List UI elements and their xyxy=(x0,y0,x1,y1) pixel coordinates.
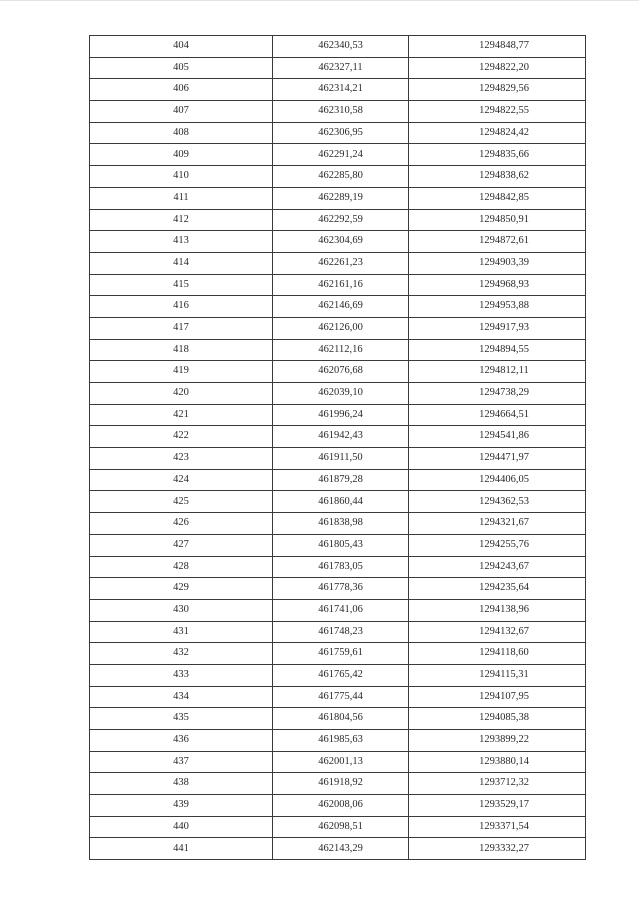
y-coordinate-value: 1294848,77 xyxy=(479,40,529,52)
y-coordinate-value: 1294829,56 xyxy=(479,83,529,95)
table-row xyxy=(90,383,586,405)
y-coordinate-cell xyxy=(409,513,586,535)
point-number-cell: 441 xyxy=(90,838,273,860)
x-coordinate-cell: 462306,95 xyxy=(273,122,409,144)
point-number-cell: 440 xyxy=(90,816,273,838)
x-coordinate-cell: 462285,80 xyxy=(273,166,409,188)
y-coordinate-value: 1294255,76 xyxy=(479,538,529,550)
y-coordinate-cell xyxy=(409,57,586,79)
table-row xyxy=(90,534,586,556)
table-row xyxy=(90,816,586,838)
y-coordinate-cell xyxy=(409,187,586,209)
point-number-cell: 410 xyxy=(90,166,273,188)
y-coordinate-cell xyxy=(409,664,586,686)
y-coordinate-cell xyxy=(409,816,586,838)
x-coordinate-cell: 461765,42 xyxy=(273,664,409,686)
table-row xyxy=(90,274,586,296)
y-coordinate-cell xyxy=(409,686,586,708)
x-coordinate-cell: 461985,63 xyxy=(273,730,409,752)
y-coordinate-cell xyxy=(409,339,586,361)
table-row xyxy=(90,166,586,188)
table-row xyxy=(90,339,586,361)
point-number-cell: 437 xyxy=(90,751,273,773)
y-coordinate-value: 1293371,54 xyxy=(479,820,529,832)
y-coordinate-cell xyxy=(409,621,586,643)
y-coordinate-cell xyxy=(409,144,586,166)
point-number-cell: 417 xyxy=(90,317,273,339)
point-number-cell: 416 xyxy=(90,296,273,318)
x-coordinate-cell: 462292,59 xyxy=(273,209,409,231)
x-coordinate-cell: 462098,51 xyxy=(273,816,409,838)
point-number-cell: 426 xyxy=(90,513,273,535)
y-coordinate-value: 1293880,14 xyxy=(479,755,529,767)
point-number-cell: 422 xyxy=(90,426,273,448)
point-number-cell: 427 xyxy=(90,534,273,556)
y-coordinate-cell xyxy=(409,599,586,621)
y-coordinate-cell xyxy=(409,708,586,730)
y-coordinate-value: 1294107,95 xyxy=(479,690,529,702)
y-coordinate-value: 1294894,55 xyxy=(479,343,529,355)
x-coordinate-cell: 462289,19 xyxy=(273,187,409,209)
x-coordinate-cell: 462076,68 xyxy=(273,361,409,383)
y-coordinate-value: 1293332,27 xyxy=(479,842,529,854)
y-coordinate-cell xyxy=(409,448,586,470)
table-row xyxy=(90,187,586,209)
point-number-cell: 425 xyxy=(90,491,273,513)
point-number-cell: 432 xyxy=(90,643,273,665)
table-row xyxy=(90,686,586,708)
point-number-cell: 428 xyxy=(90,556,273,578)
coordinates-table xyxy=(89,35,586,860)
y-coordinate-value: 1294541,86 xyxy=(479,430,529,442)
x-coordinate-cell: 462327,11 xyxy=(273,57,409,79)
point-number-cell: 409 xyxy=(90,144,273,166)
y-coordinate-cell xyxy=(409,36,586,58)
y-coordinate-cell xyxy=(409,643,586,665)
x-coordinate-cell: 461775,44 xyxy=(273,686,409,708)
point-number-cell: 419 xyxy=(90,361,273,383)
y-coordinate-cell xyxy=(409,404,586,426)
y-coordinate-value: 1294471,97 xyxy=(479,452,529,464)
scan-speck xyxy=(38,660,62,666)
y-coordinate-value: 1293529,17 xyxy=(479,799,529,811)
x-coordinate-cell: 462314,21 xyxy=(273,79,409,101)
table-row xyxy=(90,361,586,383)
x-coordinate-cell: 461911,50 xyxy=(273,448,409,470)
y-coordinate-value: 1294822,20 xyxy=(479,61,529,73)
y-coordinate-value: 1294243,67 xyxy=(479,560,529,572)
point-number-cell: 438 xyxy=(90,773,273,795)
y-coordinate-value: 1294953,88 xyxy=(479,300,529,312)
point-number-cell: 436 xyxy=(90,730,273,752)
table-row xyxy=(90,773,586,795)
y-coordinate-value: 1294917,93 xyxy=(479,322,529,334)
y-coordinate-cell xyxy=(409,730,586,752)
table-row xyxy=(90,578,586,600)
y-coordinate-cell xyxy=(409,101,586,123)
y-coordinate-cell xyxy=(409,231,586,253)
x-coordinate-cell: 461918,92 xyxy=(273,773,409,795)
table-row xyxy=(90,317,586,339)
y-coordinate-cell xyxy=(409,578,586,600)
y-coordinate-value: 1294085,38 xyxy=(479,712,529,724)
x-coordinate-cell: 461996,24 xyxy=(273,404,409,426)
y-coordinate-cell xyxy=(409,795,586,817)
table-row xyxy=(90,751,586,773)
table-row xyxy=(90,730,586,752)
x-coordinate-cell: 461759,61 xyxy=(273,643,409,665)
y-coordinate-value: 1294850,91 xyxy=(479,213,529,225)
table-row xyxy=(90,79,586,101)
point-number-cell: 412 xyxy=(90,209,273,231)
point-number-cell: 430 xyxy=(90,599,273,621)
table-row xyxy=(90,708,586,730)
table-row xyxy=(90,122,586,144)
y-coordinate-value: 1294738,29 xyxy=(479,387,529,399)
table-row xyxy=(90,231,586,253)
y-coordinate-value: 1294406,05 xyxy=(479,473,529,485)
point-number-cell: 414 xyxy=(90,252,273,274)
y-coordinate-cell xyxy=(409,469,586,491)
y-coordinate-cell xyxy=(409,491,586,513)
y-coordinate-value: 1294118,60 xyxy=(479,647,529,659)
table-row xyxy=(90,101,586,123)
x-coordinate-cell: 461783,05 xyxy=(273,556,409,578)
table-row xyxy=(90,469,586,491)
point-number-cell: 424 xyxy=(90,469,273,491)
coordinates-table-body xyxy=(90,36,586,860)
y-coordinate-value: 1294664,51 xyxy=(479,408,529,420)
table-row xyxy=(90,664,586,686)
x-coordinate-cell: 462112,16 xyxy=(273,339,409,361)
table-row xyxy=(90,57,586,79)
x-coordinate-cell: 462008,06 xyxy=(273,795,409,817)
table-row xyxy=(90,513,586,535)
y-coordinate-cell xyxy=(409,383,586,405)
point-number-cell: 413 xyxy=(90,231,273,253)
x-coordinate-cell: 462039,10 xyxy=(273,383,409,405)
y-coordinate-cell xyxy=(409,274,586,296)
table-row xyxy=(90,36,586,58)
y-coordinate-value: 1294903,39 xyxy=(479,256,529,268)
page-top-edge xyxy=(0,0,639,1)
x-coordinate-cell: 461741,06 xyxy=(273,599,409,621)
y-coordinate-value: 1294824,42 xyxy=(479,126,529,138)
point-number-cell: 405 xyxy=(90,57,273,79)
x-coordinate-cell: 461942,43 xyxy=(273,426,409,448)
table-row xyxy=(90,491,586,513)
point-number-cell: 406 xyxy=(90,79,273,101)
table-row xyxy=(90,599,586,621)
y-coordinate-cell xyxy=(409,317,586,339)
point-number-cell: 421 xyxy=(90,404,273,426)
x-coordinate-cell: 462310,58 xyxy=(273,101,409,123)
y-coordinate-value: 1294835,66 xyxy=(479,148,529,160)
y-coordinate-value: 1294235,64 xyxy=(479,582,529,594)
table-row xyxy=(90,426,586,448)
y-coordinate-value: 1294822,55 xyxy=(479,105,529,117)
point-number-cell: 404 xyxy=(90,36,273,58)
point-number-cell: 429 xyxy=(90,578,273,600)
y-coordinate-value: 1294115,31 xyxy=(479,669,529,681)
y-coordinate-cell xyxy=(409,166,586,188)
y-coordinate-cell xyxy=(409,209,586,231)
y-coordinate-cell xyxy=(409,838,586,860)
x-coordinate-cell: 461838,98 xyxy=(273,513,409,535)
x-coordinate-cell: 462340,53 xyxy=(273,36,409,58)
table-row xyxy=(90,621,586,643)
x-coordinate-cell: 461860,44 xyxy=(273,491,409,513)
point-number-cell: 420 xyxy=(90,383,273,405)
x-coordinate-cell: 462291,24 xyxy=(273,144,409,166)
y-coordinate-value: 1294132,67 xyxy=(479,625,529,637)
y-coordinate-cell xyxy=(409,773,586,795)
point-number-cell: 433 xyxy=(90,664,273,686)
x-coordinate-cell: 461879,28 xyxy=(273,469,409,491)
table-row xyxy=(90,838,586,860)
y-coordinate-value: 1294321,67 xyxy=(479,517,529,529)
table-row xyxy=(90,296,586,318)
y-coordinate-value: 1294362,53 xyxy=(479,495,529,507)
x-coordinate-cell: 462143,29 xyxy=(273,838,409,860)
y-coordinate-value: 1294872,61 xyxy=(479,235,529,247)
point-number-cell: 411 xyxy=(90,187,273,209)
x-coordinate-cell: 461805,43 xyxy=(273,534,409,556)
y-coordinate-value: 1293899,22 xyxy=(479,734,529,746)
point-number-cell: 418 xyxy=(90,339,273,361)
y-coordinate-cell xyxy=(409,426,586,448)
x-coordinate-cell: 462001,13 xyxy=(273,751,409,773)
x-coordinate-cell: 462304,69 xyxy=(273,231,409,253)
table-row xyxy=(90,209,586,231)
y-coordinate-value: 1294968,93 xyxy=(479,278,529,290)
y-coordinate-value: 1294838,62 xyxy=(479,170,529,182)
x-coordinate-cell: 462161,16 xyxy=(273,274,409,296)
y-coordinate-cell xyxy=(409,79,586,101)
y-coordinate-cell xyxy=(409,556,586,578)
y-coordinate-value: 1294842,85 xyxy=(479,191,529,203)
table-row xyxy=(90,556,586,578)
point-number-cell: 423 xyxy=(90,448,273,470)
table-row xyxy=(90,795,586,817)
x-coordinate-cell: 462146,69 xyxy=(273,296,409,318)
y-coordinate-value: 1293712,32 xyxy=(479,777,529,789)
point-number-cell: 434 xyxy=(90,686,273,708)
point-number-cell: 408 xyxy=(90,122,273,144)
table-row xyxy=(90,448,586,470)
y-coordinate-cell xyxy=(409,534,586,556)
x-coordinate-cell: 462126,00 xyxy=(273,317,409,339)
x-coordinate-cell: 461804,56 xyxy=(273,708,409,730)
y-coordinate-cell xyxy=(409,252,586,274)
x-coordinate-cell: 462261,23 xyxy=(273,252,409,274)
point-number-cell: 431 xyxy=(90,621,273,643)
table-row xyxy=(90,643,586,665)
point-number-cell: 407 xyxy=(90,101,273,123)
point-number-cell: 415 xyxy=(90,274,273,296)
table-row xyxy=(90,144,586,166)
point-number-cell: 435 xyxy=(90,708,273,730)
y-coordinate-cell xyxy=(409,751,586,773)
y-coordinate-value: 1294812,11 xyxy=(479,365,529,377)
point-number-cell: 439 xyxy=(90,795,273,817)
y-coordinate-value: 1294138,96 xyxy=(479,603,529,615)
table-row xyxy=(90,404,586,426)
x-coordinate-cell: 461748,23 xyxy=(273,621,409,643)
y-coordinate-cell xyxy=(409,122,586,144)
x-coordinate-cell: 461778,36 xyxy=(273,578,409,600)
y-coordinate-cell xyxy=(409,361,586,383)
table-row xyxy=(90,252,586,274)
y-coordinate-cell xyxy=(409,296,586,318)
